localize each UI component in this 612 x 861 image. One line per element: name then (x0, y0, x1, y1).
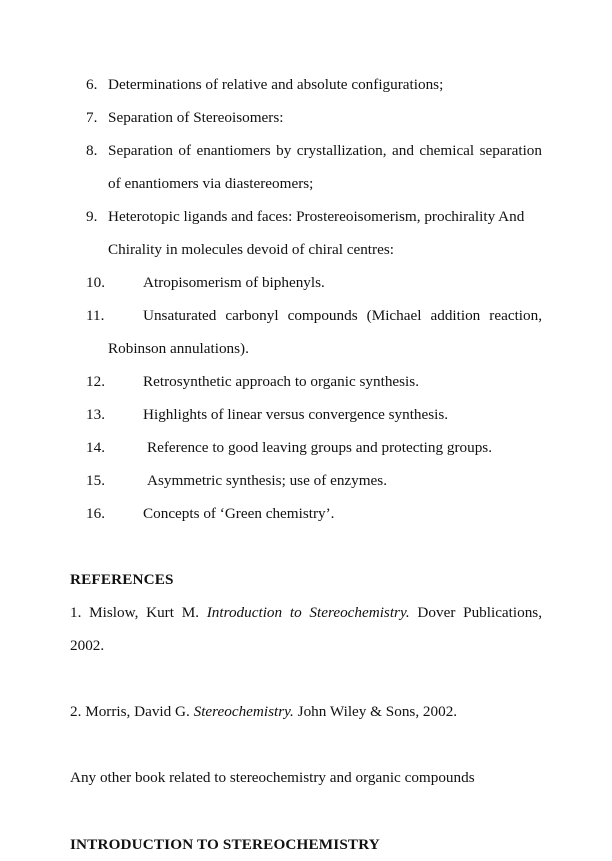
list-item (70, 101, 542, 134)
section-spacer (70, 794, 542, 828)
list-item (70, 299, 542, 365)
list-item-number: 11. (86, 307, 105, 324)
list-item (70, 200, 542, 266)
list-item-text: Heterotopic ligands and faces: Prostereoisomerism, prochirality And Chirality in molecules devoid of chiral centres: (108, 208, 525, 258)
reference-prefix: 1. Mislow, Kurt M. (70, 604, 199, 621)
reference-spacer (70, 662, 542, 695)
reference-entry (70, 596, 542, 662)
list-item-text: Atropisomerism of biphenyls. (143, 274, 325, 291)
list-item-number: 6. (86, 76, 98, 93)
list-item-text: Separation of enantiomers by crystallization, and chemical separation of enantiomers via diastereomers; (108, 142, 542, 192)
references-heading: REFERENCES (70, 571, 174, 588)
reference-spacer (70, 728, 542, 761)
list-item (70, 398, 542, 431)
reference-suffix: John Wiley & Sons, 2002. (297, 703, 458, 720)
list-item-number: 15. (86, 472, 105, 489)
numbered-list (70, 68, 542, 530)
list-item-number: 10. (86, 274, 105, 291)
reference-prefix: 2. Morris, David G. (70, 703, 190, 720)
list-item (70, 464, 542, 497)
list-item-text: Reference to good leaving groups and protecting groups. (147, 439, 492, 456)
list-item-text: Determinations of relative and absolute configurations; (108, 76, 444, 93)
section-spacer (70, 530, 542, 563)
list-item-text: Highlights of linear versus convergence synthesis. (143, 406, 449, 423)
reference-note: Any other book related to stereochemistry and organic compounds (70, 769, 475, 786)
list-item (70, 134, 542, 200)
list-item-number: 8. (86, 142, 98, 159)
list-item-number: 9. (86, 208, 98, 225)
list-item (70, 431, 542, 464)
page-content (70, 68, 542, 861)
list-item-number: 13. (86, 406, 105, 423)
reference-suffix: Dover Publications, 2002. (70, 604, 543, 654)
list-item (70, 266, 542, 299)
list-item (70, 365, 542, 398)
list-item-text: Concepts of ‘Green chemistry’. (143, 505, 335, 522)
list-item-number: 14. (86, 439, 105, 456)
list-item-text: Unsaturated carbonyl compounds (Michael addition reaction, Robinson annulations). (108, 307, 542, 357)
list-item (70, 68, 542, 101)
list-item-number: 12. (86, 373, 105, 390)
reference-title: Introduction to Stereochemistry. (206, 604, 410, 621)
list-item-number: 7. (86, 109, 98, 126)
reference-entry (70, 695, 542, 728)
list-item-text: Separation of Stereoisomers: (108, 109, 284, 126)
section-heading: INTRODUCTION TO STEREOCHEMISTRY (70, 836, 380, 853)
list-item-text: Asymmetric synthesis; use of enzymes. (147, 472, 388, 489)
list-item (70, 497, 542, 530)
list-item-text: Retrosynthetic approach to organic synthesis. (143, 373, 419, 390)
reference-title: Stereochemistry. (193, 703, 294, 720)
list-item-number: 16. (86, 505, 105, 522)
